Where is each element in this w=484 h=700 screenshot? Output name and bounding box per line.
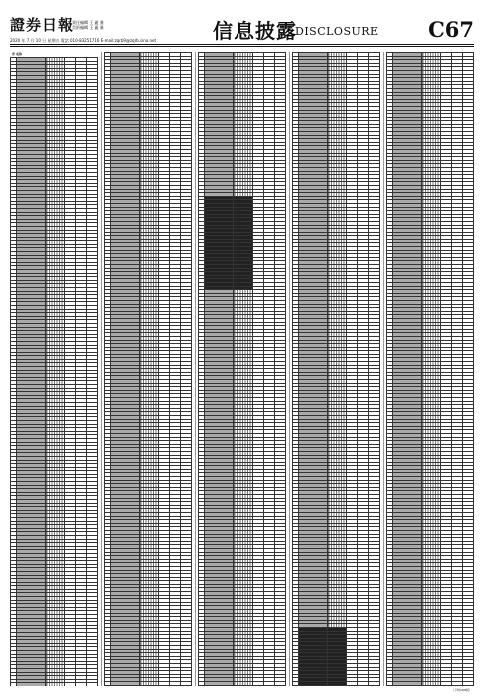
section-title-english: DISCLOSURE: [295, 25, 379, 38]
holdings-table: [292, 52, 380, 686]
table-cell: [170, 685, 181, 686]
table-cell: [181, 685, 192, 686]
masthead-rule: [10, 44, 474, 45]
table-row: [199, 685, 286, 686]
disclosure-column: [104, 52, 192, 686]
editor-credits: [72, 20, 104, 30]
holdings-table: [104, 52, 192, 686]
column-divider: [195, 52, 196, 686]
holdings-table: [198, 52, 286, 686]
table-cell: [110, 685, 139, 686]
disclosure-column: [10, 52, 98, 686]
editor-credit: 美術編輯 王 麗 雅: [72, 25, 104, 30]
holdings-table: [10, 57, 98, 686]
column-divider: [101, 52, 102, 686]
table-cell: [234, 685, 253, 686]
masthead: [10, 12, 474, 48]
disclosure-column: [198, 52, 286, 686]
table-cell: [204, 685, 233, 686]
table-column-header: 序 名称: [12, 52, 23, 56]
page-number: C67: [428, 17, 474, 42]
table-cell: [253, 685, 264, 686]
newspaper-logo: 證券日報: [10, 16, 75, 34]
masthead-rule: [10, 46, 474, 47]
disclosure-column: [292, 52, 380, 686]
table-cell: [159, 685, 170, 686]
disclosure-columns: [10, 52, 474, 686]
dateline: 2020 年 7 月 10 日 星期五 電話 010-83251716 E-mail:zqrb9@zqrb.sina.net: [10, 38, 157, 43]
table-cell: [264, 685, 275, 686]
table-cell: [140, 685, 159, 686]
table-row: [105, 685, 192, 686]
section-title: 信息披露: [213, 19, 297, 43]
table-cell: [275, 685, 286, 686]
editor-credit: 責任編輯 王 麗 雅: [72, 20, 104, 25]
